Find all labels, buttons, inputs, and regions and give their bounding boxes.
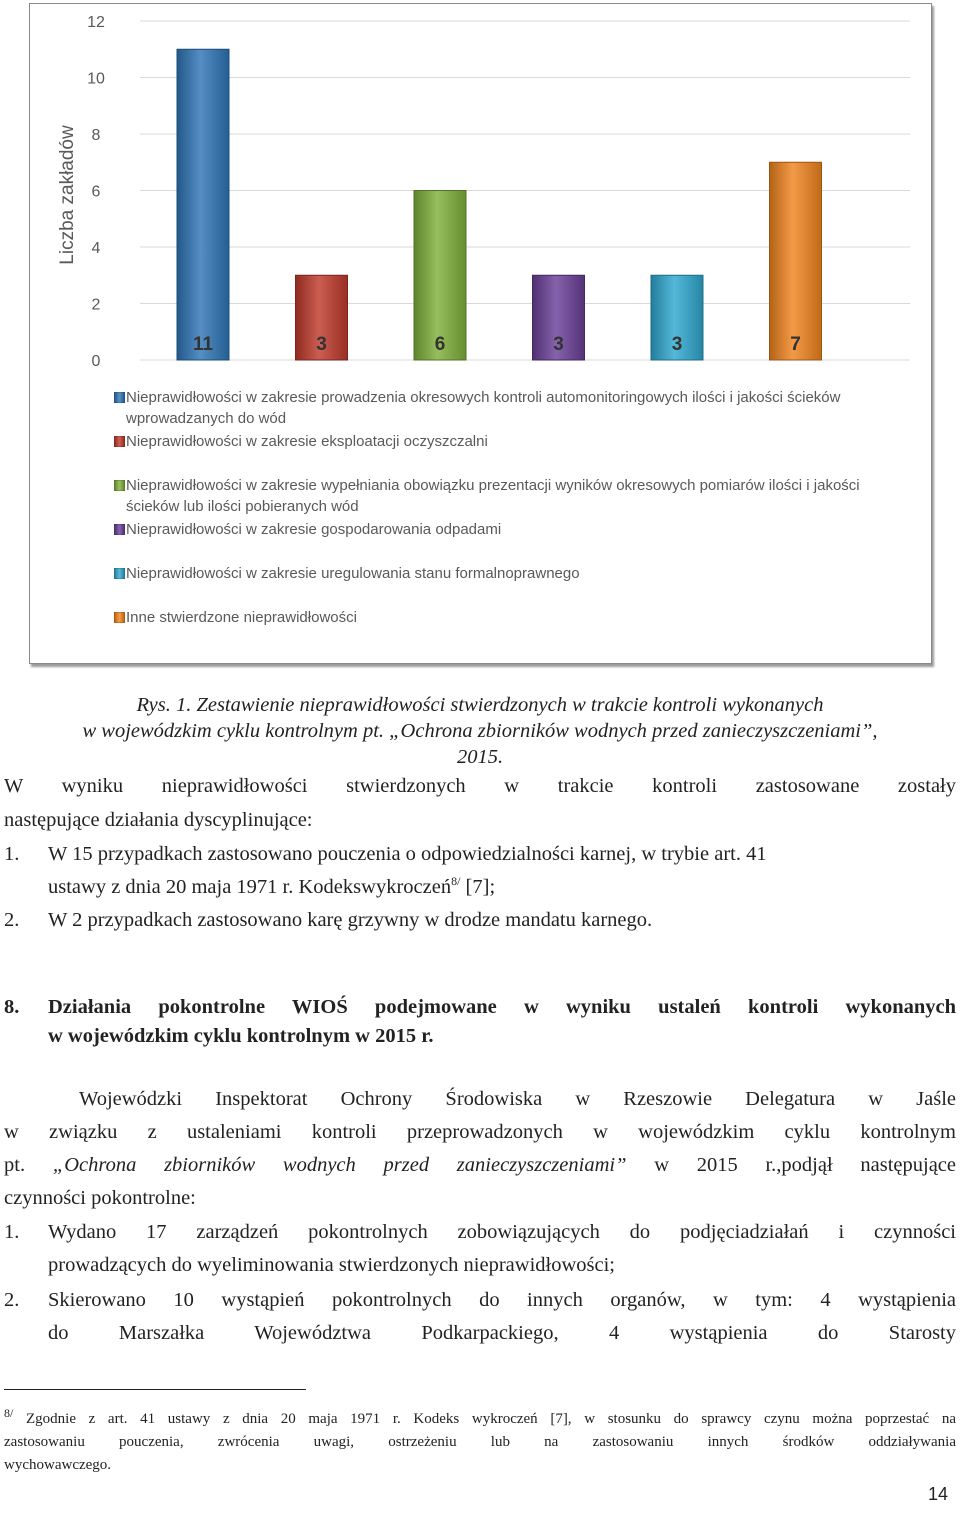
- legend-label: Nieprawidłowości w zakresie wypełniania obowiązku prezentacji wyników okresowych pomiarów ilości i jakości ścieków lub ilości pobieranych wód: [126, 477, 860, 515]
- legend-label: Inne stwierdzone nieprawidłowości: [126, 609, 357, 626]
- bar-data-label: 11: [192, 334, 214, 355]
- paragraph-2-line-3: [4, 1151, 956, 1179]
- legend-label: Nieprawidłowości w zakresie prowadzenia okresowych kontroli automonitoringowych ilości i jakości ścieków wprowadzanych do wód: [126, 389, 841, 427]
- list-1-item-2-number: 2.: [4, 909, 20, 931]
- legend-label: Nieprawidłowości w zakresie uregulowania stanu formalnoprawnego: [126, 565, 580, 582]
- list-1-item-2-line-1: W 2 przypadkach zastosowano karę grzywny w drodze mandatu karnego.: [48, 909, 653, 931]
- list-2-item-1-line-1: Wydano 17 zarządzeń pokontrolnych zobowiązujących do podjęciadziałań i czynności: [48, 1221, 956, 1243]
- y-tick-label: 4: [91, 240, 101, 257]
- bar-1: [177, 49, 229, 360]
- paragraph-2-suffix: w 2015 r.,podjął następujące: [626, 1154, 957, 1176]
- legend-swatch: [114, 480, 125, 491]
- paragraph-2-prefix: pt.: [4, 1154, 53, 1176]
- list-2-item-2-number: 2.: [4, 1289, 20, 1311]
- paragraph-2-line-1: Wojewódzki Inspektorat Ochrony Środowiska w Rzeszowie Delegatura w Jaśle: [79, 1088, 956, 1110]
- list-2-item-2-line-1: Skierowano 10 wystąpień pokontrolnych do innych organów, w tym: 4 wystąpienia: [48, 1289, 956, 1311]
- figure-caption-line-2: w wojewódzkim cyklu kontrolnym pt. „Ochrona zbiorników wodnych przed zanieczyszczeniami”,: [82, 720, 878, 742]
- list-1-item-1-line-2: [48, 873, 495, 901]
- chart-bars: [177, 49, 822, 360]
- footnote-line-3: wychowawczego.: [4, 1457, 112, 1473]
- y-tick-label: 8: [91, 127, 101, 144]
- figure-caption-line-1: Rys. 1. Zestawienie nieprawidłowości stwierdzonych w trakcie kontroli wykonanych: [136, 694, 824, 716]
- footnote-separator: [4, 1389, 306, 1390]
- list-2-item-2-line-2: do Marszałka Województwa Podkarpackiego, 4 wystąpienia do Starosty: [48, 1322, 956, 1344]
- legend-swatch: [114, 612, 125, 623]
- y-tick-label: 6: [91, 183, 101, 201]
- bar-data-label: 6: [434, 334, 446, 355]
- legend-swatch: [114, 568, 125, 579]
- paragraph-1-line-1: W wyniku nieprawidłowości stwierdzonych w trakcie kontroli zastosowane zostały: [4, 775, 956, 797]
- bar-6: [770, 162, 822, 360]
- program-title: „Ochrona zbiorników wodnych przed zanieczyszczeniami”: [52, 1154, 627, 1176]
- list-1-item-1-line-1: W 15 przypadkach zastosowano pouczenia o odpowiedzialności karnej, w trybie art. 41: [48, 843, 767, 865]
- paragraph-1-line-2: następujące działania dyscyplinujące:: [4, 809, 313, 831]
- footnote-marker: 8/: [4, 1406, 14, 1420]
- legend-swatch: [114, 436, 125, 447]
- section-title-line-2: w wojewódzkim cyklu kontrolnym w 2015 r.: [48, 1025, 434, 1047]
- bar-data-label: 3: [316, 334, 327, 355]
- list-1-item-1-number: 1.: [4, 843, 20, 865]
- section-number: 8.: [4, 996, 20, 1018]
- bar-data-label: 3: [553, 334, 564, 355]
- section-title-line-1: Działania pokontrolne WIOŚ podejmowane w wyniku ustaleń kontroli wykonanych: [48, 996, 956, 1018]
- bar-data-label: 3: [671, 334, 683, 355]
- footnote-reference[interactable]: 8/: [451, 874, 461, 889]
- legend-label: Nieprawidłowości w zakresie eksploatacji oczyszczalni: [126, 433, 488, 450]
- legend-swatch: [114, 524, 125, 535]
- y-tick-label: 0: [91, 353, 101, 370]
- y-tick-label: 10: [87, 70, 105, 88]
- paragraph-2-line-2: w związku z ustaleniami kontroli przeprowadzonych w wojewódzkim cyklu kontrolnym: [4, 1121, 956, 1143]
- page-number: 14: [928, 1484, 949, 1504]
- list-1-item-1-ref: [7];: [460, 876, 496, 898]
- figure-caption-line-3: 2015.: [456, 746, 504, 768]
- list-2-item-1-line-2: prowadzących do wyeliminowania stwierdzonych nieprawidłowości;: [48, 1254, 615, 1276]
- y-axis-label: Liczba zakładów: [57, 125, 78, 265]
- footnote-line-1: [4, 1408, 956, 1431]
- list-2-item-1-number: 1.: [4, 1221, 20, 1243]
- y-tick-label: 2: [91, 296, 101, 314]
- chart-frame: [29, 3, 932, 664]
- y-tick-label: 12: [87, 14, 105, 31]
- list-1-item-1-text: ustawy z dnia 20 maja 1971 r. Kodekswykroczeń: [48, 876, 452, 898]
- bar-data-label: 7: [790, 334, 801, 355]
- footnote-line-2: zastosowaniu pouczenia, zwrócenia uwagi, ostrzeżeniu lub na zastosowaniu innych środków oddziaływania: [4, 1434, 956, 1450]
- footnote-text-1: Zgodnie z art. 41 ustawy z dnia 20 maja 1971 r. Kodeks wykroczeń [7], w stosunku do sprawcy czynu można poprzestać na: [13, 1411, 956, 1427]
- paragraph-2-line-4: czynności pokontrolne:: [4, 1187, 196, 1209]
- legend-label: Nieprawidłowości w zakresie gospodarowania odpadami: [126, 521, 502, 538]
- legend-swatch: [114, 392, 125, 403]
